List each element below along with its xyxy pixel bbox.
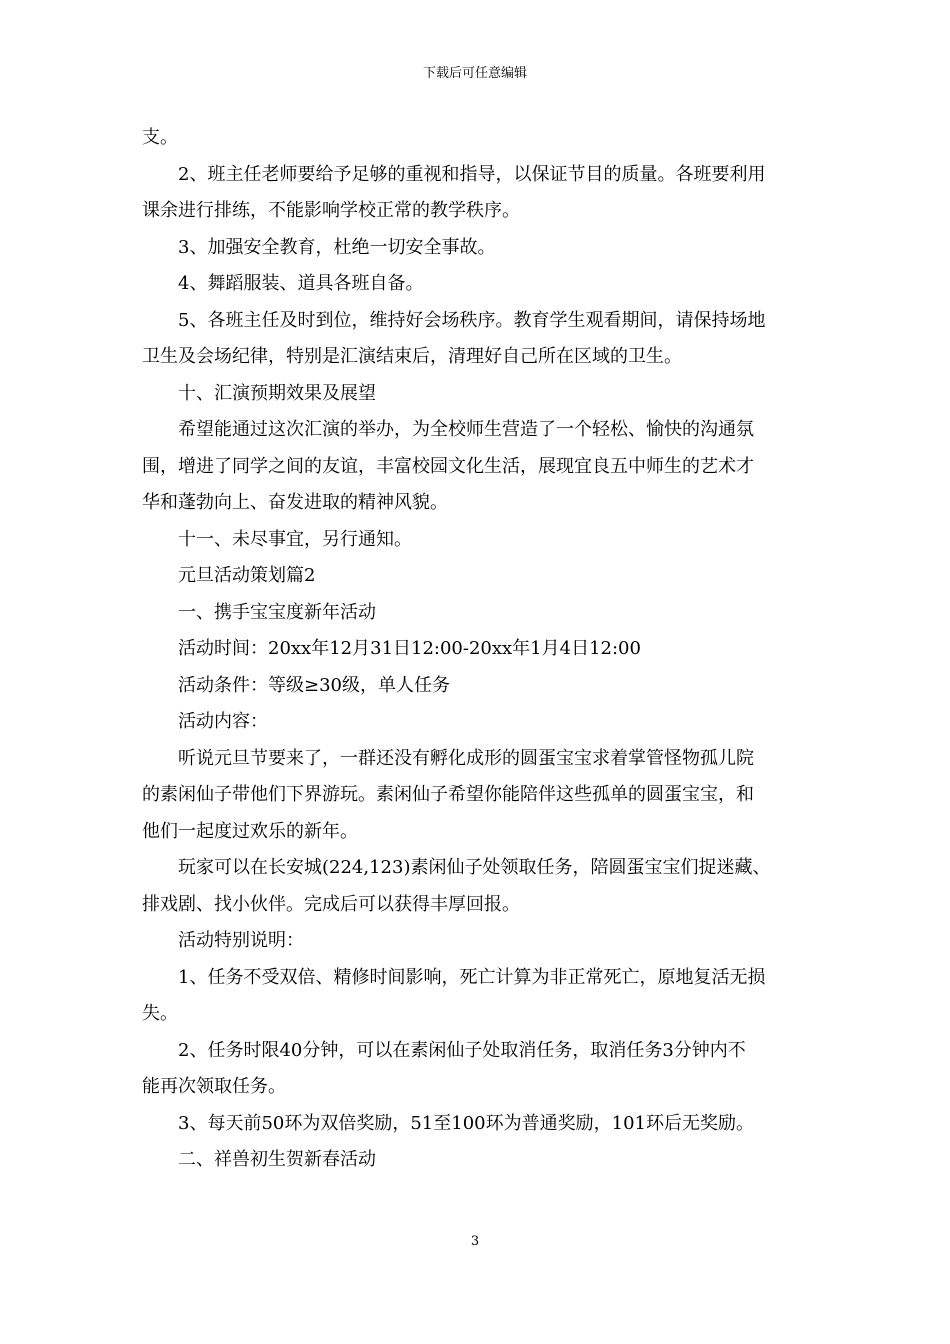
text-line: 希望能通过这次汇演的举办，为全校师生营造了一个轻松、愉快的沟通氛 — [178, 419, 754, 440]
document-body — [142, 120, 810, 1179]
text-line: 活动内容： — [178, 711, 268, 732]
text-line: 3、每天前50环为双倍奖励，51至100环为普通奖励，101环后无奖励。 — [178, 1112, 754, 1134]
text-line: 2、班主任老师要给予足够的重视和指导，以保证节目的质量。各班要利用 — [178, 163, 766, 185]
text-line: 1、任务不受双倍、精修时间影响，死亡计算为非正常死亡，原地复活无损 — [178, 966, 766, 988]
text-line: 支。 — [142, 127, 178, 148]
text-line: 华和蓬勃向上、奋发进取的精神风貌。 — [142, 492, 448, 513]
text-line: 5、各班主任及时到位，维持好会场秩序。教育学生观看期间，请保持场地 — [178, 309, 766, 331]
text-line: 2、任务时限40分钟，可以在素闲仙子处取消任务，取消任务3分钟内不 — [178, 1039, 746, 1061]
page-number: 3 — [470, 1234, 480, 1249]
text-line: 排戏剧、找小伙伴。完成后可以获得丰厚回报。 — [142, 893, 520, 915]
text-line: 的素闲仙子带他们下界游玩。素闲仙子希望你能陪伴这些孤单的圆蛋宝宝，和 — [142, 784, 754, 805]
text-line: 玩家可以在长安城(224,123)素闲仙子处领取任务，陪圆蛋宝宝们捉迷藏、 — [178, 857, 771, 878]
text-line: 活动时间：20xx年12月31日12:00-20xx年1月4日12:00 — [178, 638, 641, 659]
text-line: 一、携手宝宝度新年活动 — [178, 601, 376, 623]
text-line: 失。 — [142, 1003, 178, 1024]
text-line: 活动条件：等级≥30级，单人任务 — [178, 674, 450, 696]
text-line: 二、祥兽初生贺新春活动 — [178, 1149, 376, 1170]
text-line: 十、汇演预期效果及展望 — [178, 382, 376, 404]
text-line: 课余进行排练，不能影响学校正常的教学秩序。 — [142, 200, 520, 221]
text-line: 十一、未尽事宜，另行通知。 — [178, 528, 412, 550]
text-line: 4、舞蹈服装、道具各班自备。 — [178, 273, 424, 294]
page-header: 下载后可任意编辑 — [422, 66, 527, 81]
text-line: 元旦活动策划篇2 — [178, 565, 316, 586]
text-line: 他们一起度过欢乐的新年。 — [142, 820, 358, 842]
text-line: 3、加强安全教育，杜绝一切安全事故。 — [178, 236, 496, 258]
text-line: 活动特别说明： — [178, 930, 304, 951]
text-line: 围，增进了同学之间的友谊，丰富校园文化生活，展现宜良五中师生的艺术才 — [142, 455, 754, 477]
text-line: 听说元旦节要来了，一群还没有孵化成形的圆蛋宝宝求着掌管怪物孤儿院 — [178, 747, 754, 769]
text-line: 能再次领取任务。 — [142, 1076, 286, 1097]
text-line: 卫生及会场纪律，特别是汇演结束后，清理好自己所在区域的卫生。 — [142, 346, 682, 367]
